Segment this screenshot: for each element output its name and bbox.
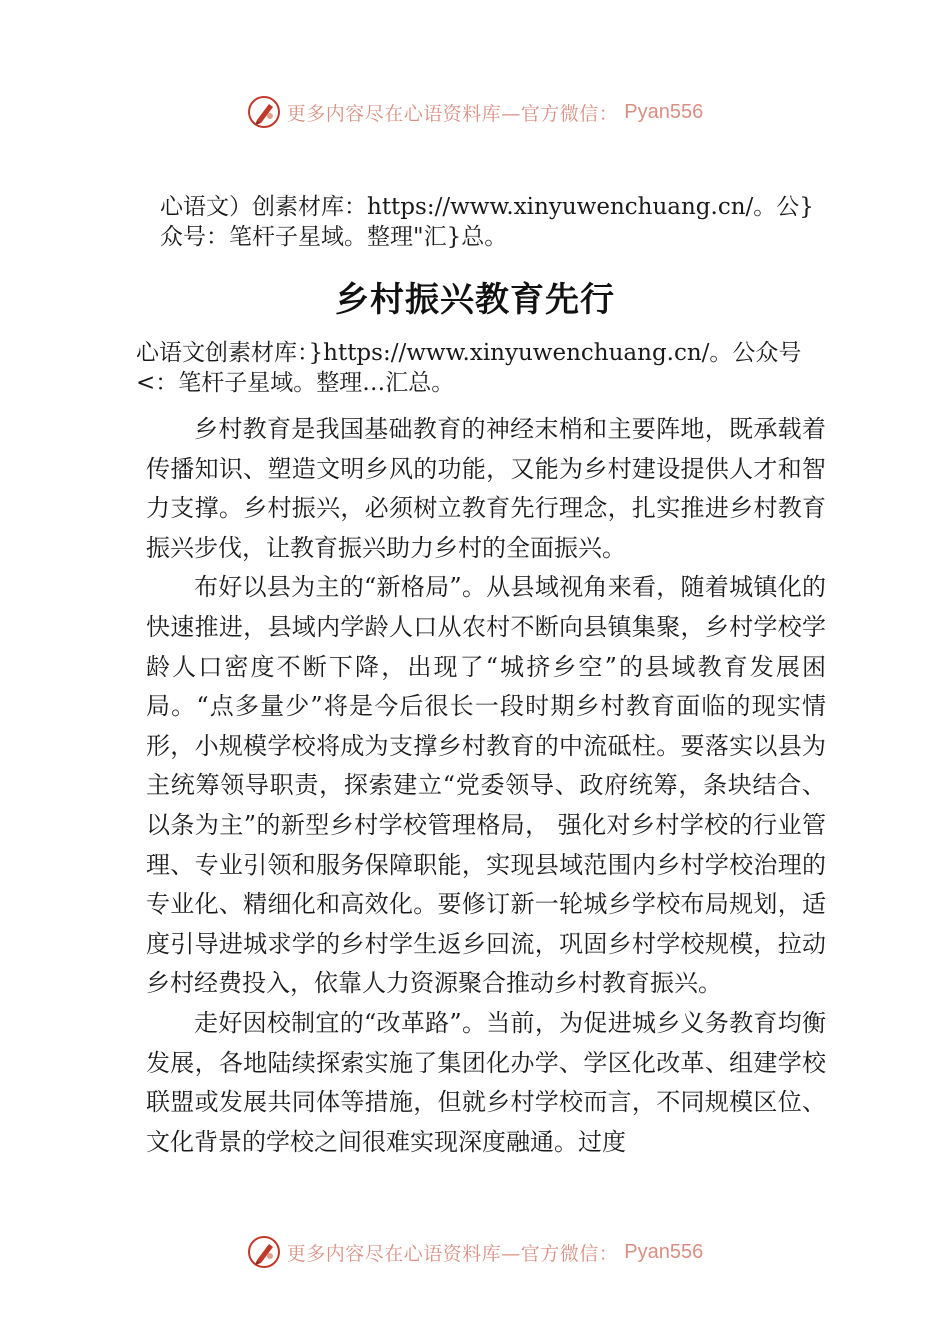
paragraph-3: 走好因校制宜的“改革路”。当前，为促进城乡义务教育均衡发展，各地陆续探索实施了集团化办学、学区化改革、组建学校联盟或发展共同体等措施，但就乡村学校而言，不同规模区位、文化背景的学校之间很难实现深度融通。过度: [146, 1008, 826, 1156]
pen-nib-logo-icon: [247, 1235, 281, 1269]
source-note-2-line-1: 心语文创素材库：}https://www.xinyuwenchuang.cn/。公众号: [136, 340, 802, 366]
source-note-1-line-2: 众号：笔杆子星域。整理"汇}总。: [160, 224, 508, 250]
source-note-2-line-2: <：笔杆子星域。整理…汇总。: [136, 370, 455, 396]
pen-nib-logo-icon: [247, 95, 281, 129]
banner-text: 更多内容尽在心语资料库—官方微信：: [286, 102, 619, 125]
paragraph-1: 乡村教育是我国基础教育的神经末梢和主要阵地，既承载着传播知识、塑造文明乡风的功能，又能为乡村建设提供人才和智力支撑。乡村振兴，必须树立教育先行理念，扎实推进乡村教育振兴步伐，让教育振兴助力乡村的全面振兴。: [146, 415, 826, 562]
page-title: 乡村振兴教育先行: [335, 280, 615, 320]
header-banner: [0, 92, 950, 132]
banner-wechat-id: Pyan556: [624, 1240, 704, 1263]
source-note-1-line-1: 心语文）创素材库：https://www.xinyuwenchuang.cn/。公}: [160, 194, 814, 220]
banner-text: 更多内容尽在心语资料库—官方微信：: [286, 1242, 619, 1265]
footer-banner: [0, 1232, 950, 1272]
banner-wechat-id: Pyan556: [624, 100, 704, 123]
paragraph-2: 布好以县为主的“新格局”。从县域视角来看，随着城镇化的快速推进，县域内学龄人口从农村不断向县镇集聚，乡村学校学龄人口密度不断下降，出现了“城挤乡空”的县域教育发展困局。“点多量少”将是今后很长一段时期乡村教育面临的现实情形，小规模学校将成为支撑乡村教育的中流砥柱。要落实以县为主统筹领导职责，探索建立“党委领导、政府统筹，条块结合、以条为主”的新型乡村学校管理格局， 强化对乡村学校的行业管理、专业引领和服务保障职能，实现县域范围内乡村学校治理的专业化、精细化和高效化。要修订新一轮城乡学校布局规划，适度引导进城求学的乡村学生返乡回流，巩固乡村学校规模，拉动乡村经费投入，依靠人力资源聚合推动乡村教育振兴。: [146, 573, 826, 998]
article-body: [146, 410, 826, 1162]
